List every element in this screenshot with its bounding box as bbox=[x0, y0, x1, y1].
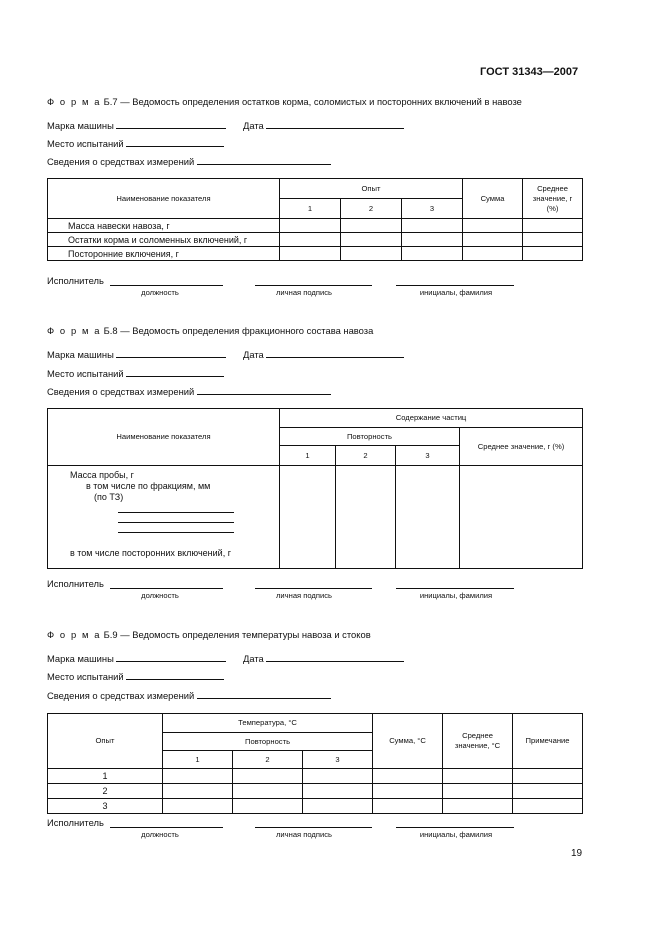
position-caption: должность bbox=[141, 830, 179, 839]
test-site-label: Место испытаний bbox=[47, 671, 124, 682]
table-cell[interactable] bbox=[163, 799, 233, 814]
date-field bbox=[243, 120, 404, 131]
measuring-info-line[interactable] bbox=[197, 690, 331, 699]
test-site-line[interactable] bbox=[126, 138, 224, 147]
header-temperature: Температура, °С bbox=[163, 714, 373, 733]
header-indicator: Наименование показателя bbox=[48, 179, 280, 219]
body-line: в том числе по фракциям, мм bbox=[86, 481, 211, 491]
standard-number: ГОСТ 31343—2007 bbox=[480, 66, 579, 78]
table-cell[interactable] bbox=[463, 233, 523, 247]
machine-brand-line[interactable] bbox=[116, 349, 226, 358]
table-cell[interactable] bbox=[341, 247, 402, 261]
machine-brand-line[interactable] bbox=[116, 653, 226, 662]
fraction-body-cell bbox=[48, 466, 280, 569]
initials-caption: инициалы, фамилия bbox=[419, 288, 493, 297]
position-line[interactable] bbox=[110, 827, 223, 828]
measuring-info-label: Сведения о средствах измерений bbox=[47, 386, 195, 397]
table-cell[interactable] bbox=[163, 784, 233, 799]
form-b7-table bbox=[47, 178, 583, 261]
table-cell[interactable] bbox=[443, 769, 513, 784]
date-line[interactable] bbox=[266, 349, 404, 358]
table-cell[interactable] bbox=[233, 784, 303, 799]
table-cell[interactable] bbox=[341, 233, 402, 247]
header-experiment: Опыт bbox=[48, 714, 163, 769]
header-indicator: Наименование показателя bbox=[48, 409, 280, 466]
signature-caption: личная подпись bbox=[276, 830, 332, 839]
body-line: Масса пробы, г bbox=[70, 470, 134, 480]
header-repeat: Повторность bbox=[163, 733, 373, 751]
table-cell[interactable] bbox=[463, 219, 523, 233]
measuring-info-field bbox=[47, 690, 331, 701]
table-cell[interactable] bbox=[523, 219, 583, 233]
fraction-blank-line[interactable] bbox=[118, 523, 234, 533]
header-average: Среднее значение, г (%) bbox=[460, 428, 583, 466]
signature-caption: личная подпись bbox=[276, 591, 332, 600]
machine-brand-field bbox=[47, 120, 226, 131]
row-label: 2 bbox=[48, 784, 163, 799]
table-cell[interactable] bbox=[303, 799, 373, 814]
date-field bbox=[243, 349, 404, 360]
table-cell[interactable] bbox=[280, 247, 341, 261]
date-field bbox=[243, 653, 404, 664]
page-number: 19 bbox=[571, 848, 583, 859]
table-cell[interactable] bbox=[373, 769, 443, 784]
test-site-line[interactable] bbox=[126, 368, 224, 377]
form-label: Ф о р м а bbox=[47, 325, 102, 336]
table-cell[interactable] bbox=[233, 799, 303, 814]
table-cell[interactable] bbox=[303, 784, 373, 799]
form-b9-title bbox=[47, 629, 371, 640]
signature-line[interactable] bbox=[255, 285, 372, 286]
row-label: 1 bbox=[48, 769, 163, 784]
fraction-blank-line[interactable] bbox=[118, 513, 234, 523]
table-cell[interactable] bbox=[443, 784, 513, 799]
row-label: Посторонние включения, г bbox=[48, 247, 280, 261]
test-site-field bbox=[47, 138, 224, 149]
row-label: Остатки корма и соломенных включений, г bbox=[48, 233, 280, 247]
header-sum: Сумма, °С bbox=[373, 714, 443, 769]
table-cell[interactable] bbox=[513, 769, 583, 784]
date-label: Дата bbox=[243, 653, 264, 664]
form-title-text: Б.9 — Ведомость определения температуры навоза и стоков bbox=[103, 629, 371, 640]
fraction-blank-line[interactable] bbox=[118, 503, 234, 513]
table-cell[interactable] bbox=[280, 466, 336, 569]
position-line[interactable] bbox=[110, 285, 223, 286]
table-cell[interactable] bbox=[402, 219, 463, 233]
row-label: 3 bbox=[48, 799, 163, 814]
test-site-line[interactable] bbox=[126, 671, 224, 680]
measuring-info-label: Сведения о средствах измерений bbox=[47, 156, 195, 167]
header-repeat: Повторность bbox=[280, 428, 460, 446]
initials-line[interactable] bbox=[396, 588, 514, 589]
table-cell[interactable] bbox=[523, 247, 583, 261]
form-title-text: Б.7 — Ведомость определения остатков корма, соломистых и посторонних включений в навозе bbox=[103, 96, 522, 107]
machine-brand-label: Марка машины bbox=[47, 120, 114, 131]
measuring-info-label: Сведения о средствах измерений bbox=[47, 690, 195, 701]
table-cell[interactable] bbox=[402, 233, 463, 247]
header-average: Среднее значение, °С bbox=[443, 714, 513, 769]
header-sum: Сумма bbox=[463, 179, 523, 219]
signature-line[interactable] bbox=[255, 588, 372, 589]
executor-label: Исполнитель bbox=[47, 578, 104, 589]
body-line: (по ТЗ) bbox=[94, 492, 124, 502]
subheader-2: 2 bbox=[233, 751, 303, 769]
table-cell[interactable] bbox=[513, 784, 583, 799]
position-line[interactable] bbox=[110, 588, 223, 589]
table-cell[interactable] bbox=[402, 247, 463, 261]
machine-brand-field bbox=[47, 349, 226, 360]
table-cell[interactable] bbox=[443, 799, 513, 814]
initials-caption: инициалы, фамилия bbox=[419, 591, 493, 600]
subheader-1: 1 bbox=[280, 446, 336, 466]
date-label: Дата bbox=[243, 120, 264, 131]
table-cell[interactable] bbox=[523, 233, 583, 247]
table-cell[interactable] bbox=[513, 799, 583, 814]
measuring-info-line[interactable] bbox=[197, 156, 331, 165]
table-cell[interactable] bbox=[396, 466, 460, 569]
test-site-label: Место испытаний bbox=[47, 368, 124, 379]
table-cell[interactable] bbox=[336, 466, 396, 569]
position-caption: должность bbox=[141, 288, 179, 297]
machine-brand-label: Марка машины bbox=[47, 349, 114, 360]
subheader-3: 3 bbox=[396, 446, 460, 466]
date-line[interactable] bbox=[266, 120, 404, 129]
table-cell[interactable] bbox=[460, 466, 583, 569]
subheader-3: 3 bbox=[303, 751, 373, 769]
table-cell[interactable] bbox=[280, 233, 341, 247]
test-site-label: Место испытаний bbox=[47, 138, 124, 149]
test-site-field bbox=[47, 368, 224, 379]
measuring-info-field bbox=[47, 386, 331, 397]
header-experiment: Опыт bbox=[280, 179, 463, 199]
initials-line[interactable] bbox=[396, 285, 514, 286]
machine-brand-label: Марка машины bbox=[47, 653, 114, 664]
table-cell[interactable] bbox=[163, 769, 233, 784]
executor-label: Исполнитель bbox=[47, 817, 104, 828]
executor-label: Исполнитель bbox=[47, 275, 104, 286]
table-cell[interactable] bbox=[341, 219, 402, 233]
form-label: Ф о р м а bbox=[47, 96, 102, 107]
table-cell[interactable] bbox=[463, 247, 523, 261]
form-label: Ф о р м а bbox=[47, 629, 102, 640]
measuring-info-line[interactable] bbox=[197, 386, 331, 395]
form-b8-title bbox=[47, 325, 373, 336]
header-note: Примечание bbox=[513, 714, 583, 769]
row-label: Масса навески навоза, г bbox=[48, 219, 280, 233]
subheader-1: 1 bbox=[280, 199, 341, 219]
machine-brand-field bbox=[47, 653, 226, 664]
subheader-3: 3 bbox=[402, 199, 463, 219]
subheader-1: 1 bbox=[163, 751, 233, 769]
test-site-field bbox=[47, 671, 224, 682]
initials-line[interactable] bbox=[396, 827, 514, 828]
form-b8-table bbox=[47, 408, 583, 569]
form-b9-table bbox=[47, 713, 583, 814]
table-cell[interactable] bbox=[280, 219, 341, 233]
table-cell[interactable] bbox=[373, 784, 443, 799]
form-title-text: Б.8 — Ведомость определения фракционного состава навоза bbox=[103, 325, 374, 336]
subheader-2: 2 bbox=[341, 199, 402, 219]
table-cell[interactable] bbox=[373, 799, 443, 814]
signature-caption: личная подпись bbox=[276, 288, 332, 297]
date-line[interactable] bbox=[266, 653, 404, 662]
table-cell[interactable] bbox=[233, 769, 303, 784]
signature-line[interactable] bbox=[255, 827, 372, 828]
form-b7-title bbox=[47, 96, 522, 107]
table-cell[interactable] bbox=[303, 769, 373, 784]
initials-caption: инициалы, фамилия bbox=[419, 830, 493, 839]
machine-brand-line[interactable] bbox=[116, 120, 226, 129]
body-line: в том числе посторонних включений, г bbox=[70, 548, 231, 558]
header-content: Содержание частиц bbox=[280, 409, 583, 428]
header-average: Среднее значение, г (%) bbox=[523, 179, 583, 219]
position-caption: должность bbox=[141, 591, 179, 600]
date-label: Дата bbox=[243, 349, 264, 360]
subheader-2: 2 bbox=[336, 446, 396, 466]
measuring-info-field bbox=[47, 156, 331, 167]
